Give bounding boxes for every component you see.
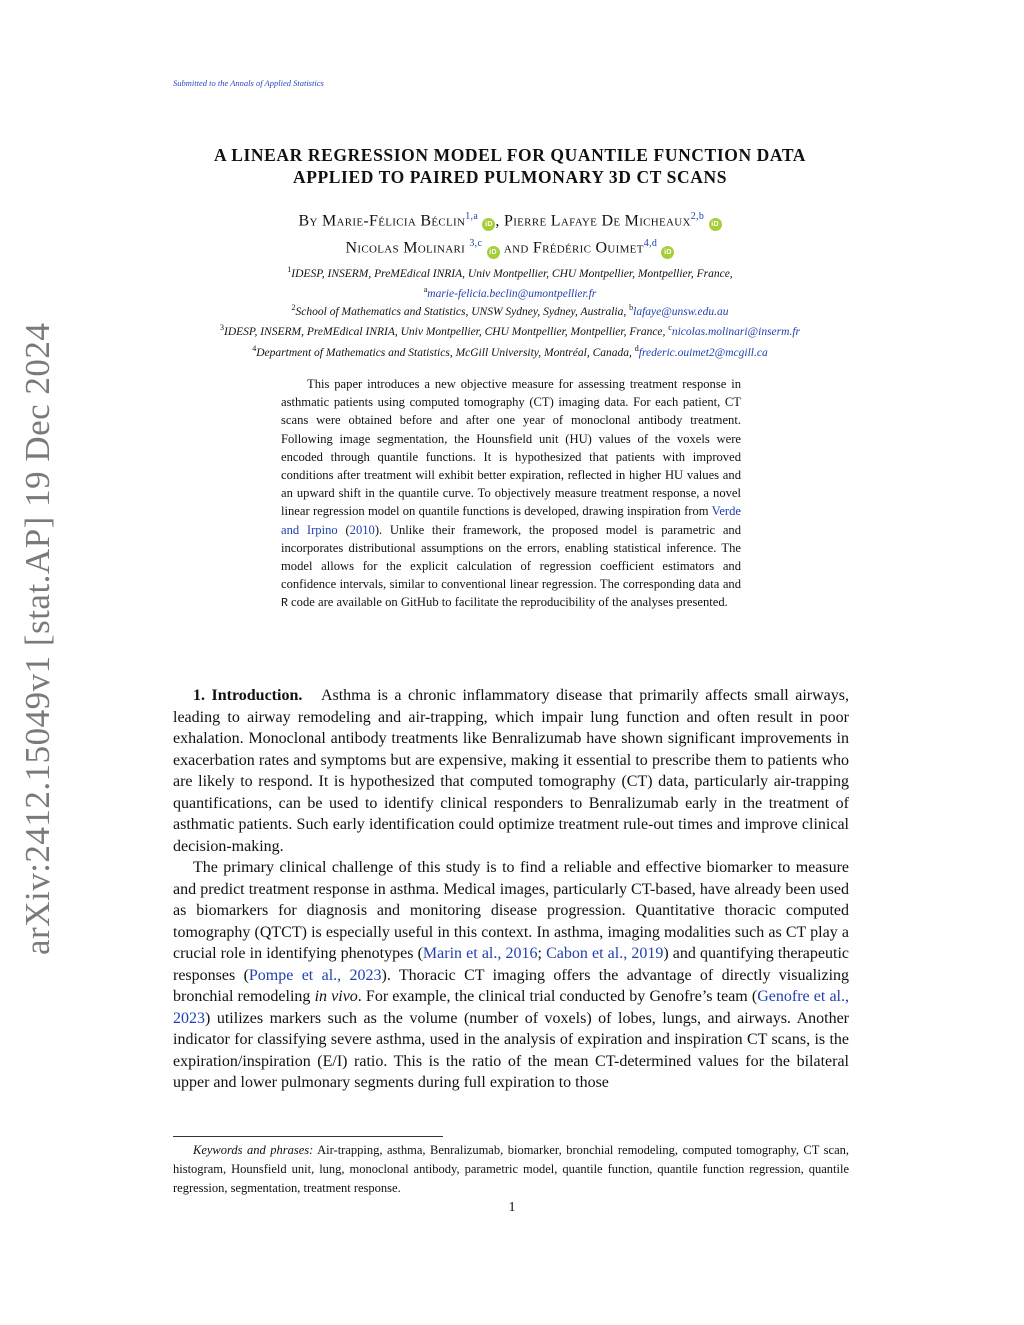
citation-link[interactable]: Genofre et al., 2023	[173, 988, 849, 1027]
affiliation-text: School of Mathematics and Statistics, UNSW Sydney, Sydney, Australia,	[295, 305, 630, 318]
citation-link[interactable]: Cabon et al., 2019	[546, 945, 664, 962]
citation-link[interactable]: Marin et al., 2016	[422, 945, 538, 962]
author-separator: ,	[495, 212, 504, 230]
author-lafaye: Pierre Lafaye De Micheaux	[504, 212, 691, 230]
affiliation-4	[160, 341, 860, 361]
paragraph-text: ) and quantifying therapeutic responses (	[173, 945, 849, 984]
paragraph-text: Asthma is a chronic inflammatory disease that primarily affects small airways, leading to airway remodeling and air-trapping, which impair lung function and often result in poor exhalation. Monoclonal antibody treatments like Benralizumab have shown significant improvements in exacerbation rates and symptoms but are expensive, making it essential to prescribe them to patients who are likely to respond. It is hypothesized that computed tomography (CT) data, particularly air-trapping quantifications, can be used to identify clinical responders to Benralizumab early in the treatment of asthmatic patients. Such early identification could optimize treatment rule-out times and improve clinical decision-making.	[173, 687, 850, 855]
footnote-divider	[173, 1136, 443, 1137]
affiliation-text: Department of Mathematics and Statistics, McGill University, Montréal, Canada,	[256, 346, 635, 359]
orcid-icon[interactable]: iD	[661, 246, 674, 259]
author-beclin-sup[interactable]: 1,a	[465, 211, 479, 222]
author-ouimet: Frédéric Ouimet	[532, 239, 644, 257]
paragraph-text: ). Thoracic CT imaging offers the advantage of directly visualizing bronchial remodeling	[173, 966, 850, 1005]
email-link[interactable]: lafaye@unsw.edu.au	[633, 305, 729, 318]
affiliation-text: IDESP, INSERM, PreMEdical INRIA, Univ Montpellier, CHU Montpellier, Montpellier, France,	[291, 267, 733, 280]
intro-paragraph-1	[173, 685, 849, 857]
orcid-icon[interactable]: iD	[709, 218, 722, 231]
section-number: 1.	[193, 687, 205, 704]
abstract-text: This paper introduces a new objective measure for assessing treatment response in asthmatic patients using computed tomography (CT) imaging data. For each patient, CT scans were obtained before and after one year of monoclonal antibody treatment. Following image segmentation, the Hounsfield unit (HU) values of the voxels were encoded through quantile functions. It is hypothesized that patients with improved conditions after treatment will exhibit better expiration, reflected in higher HU values and an upward shift in the quantile curve. To objectively measure treatment response, a novel linear regression model on quantile functions is developed, drawing inspiration from Verde and Irpino (2010). Unlike their framework, the proposed model is parametric and incorporates distributional assumptions on the errors, enabling statistical inference. The model allows for the explicit calculation of regression coefficient estimators and confidence intervals, similar to conventional linear regression. The corresponding data and R code are available on GitHub to facilitate the reproducibility of the analyses presented.	[281, 377, 742, 611]
email-link[interactable]: marie-felicia.beclin@umontpellier.fr	[427, 287, 597, 300]
section-heading: Introduction.	[211, 687, 303, 704]
author-line-1	[160, 205, 860, 232]
introduction-section	[173, 685, 849, 1094]
email-link[interactable]: frederic.ouimet2@mcgill.ca	[638, 346, 768, 359]
code-r: R	[281, 597, 288, 611]
abstract-part: . Unlike their framework, the proposed model is parametric and incorporates distributional assumptions on the errors, enabling statistical inference. The model allows for the explicit calculation of regression coefficient estimators and confidence intervals, similar to conventional linear regression. The corresponding data and	[281, 522, 742, 592]
title-line-2: APPLIED TO PAIRED PULMONARY 3D CT SCANS	[292, 167, 728, 187]
citation-year-link[interactable]: 2010	[349, 522, 375, 537]
affiliation-number: 4	[252, 344, 257, 353]
citation-link[interactable]: Pompe et al., 2023	[248, 966, 382, 984]
affiliation-2	[160, 300, 860, 320]
email-letter: c	[668, 323, 672, 332]
orcid-icon[interactable]: iD	[482, 218, 495, 231]
orcid-icon[interactable]: iD	[487, 246, 500, 259]
and-label: and	[499, 239, 533, 257]
journal-header[interactable]: Submitted to the Annals of Applied Statistics	[173, 78, 324, 88]
affiliation-number: 3	[220, 323, 225, 332]
in-vivo: in vivo	[314, 988, 358, 1005]
email-letter: b	[629, 303, 634, 312]
title-line-1: A LINEAR REGRESSION MODEL FOR QUANTILE FUNCTION DATA	[213, 145, 807, 165]
email-link[interactable]: nicolas.molinari@inserm.fr	[671, 325, 800, 338]
email-letter: d	[634, 344, 639, 353]
affiliation-3	[140, 320, 880, 340]
paragraph-text: ) utilizes markers such as the volume (number of voxels) of lobes, lungs, and airways. Another indicator for classifying severe asthma, used in the analysis of expiration and inspiration CT scans, is the expiration/inspiration (E/I) ratio. This is the ratio of the mean CT-determined values for the bilateral upper and lower pulmonary segments during full expiration to those	[173, 1009, 849, 1091]
keywords-label: Keywords and phrases:	[193, 1143, 314, 1157]
affiliation-1	[160, 262, 860, 302]
paragraph-text: . For example, the clinical trial conducted by Genofre’s team (	[357, 988, 758, 1005]
intro-paragraph-2	[173, 857, 849, 1094]
author-molinari-sup[interactable]: 3,c	[469, 238, 483, 250]
by-label: By	[298, 212, 323, 230]
paragraph-text: The primary clinical challenge of this study is to find a reliable and effective biomarker to measure and predict treatment response in asthma. Medical images, particularly CT-based, have already been used as biomarkers for diagnosis and monitoring disease progression. Quantitative thoracic computed tomography (QTCT) is especially useful in this context. In asthma, imaging modalities such as CT play a crucial role in identifying phenotypes (	[173, 859, 849, 962]
author-list	[160, 205, 860, 260]
paper-title	[160, 144, 860, 188]
affiliation-text: IDESP, INSERM, PreMEdical INRIA, Univ Montpellier, CHU Montpellier, Montpellier, France,	[224, 325, 669, 338]
keywords-list: Air-trapping, asthma, Benralizumab, biomarker, bronchial remodeling, computed tomography, CT scan, histogram, Hounsfield unit, lung, monoclonal antibody, parametric model, quantile function, quantile function regression, quantile regression, segmentation, treatment response.	[173, 1143, 850, 1195]
author-ouimet-sup[interactable]: 4,d	[643, 238, 658, 250]
citation-link[interactable]: Verde and Irpino	[281, 504, 741, 537]
abstract-part: code are available on GitHub to facilitate the reproducibility of the analyses presented.	[287, 595, 728, 610]
author-line-2	[160, 232, 860, 259]
abstract-part: This paper introduces a new objective measure for assessing treatment response in asthmatic patients using computed tomography (CT) imaging data. For each patient, CT scans were obtained before and after one year of monoclonal antibody treatment. Following image segmentation, the Hounsfield unit (HU) values of the voxels were encoded through quantile functions. It is hypothesized that patients with improved conditions after treatment will exhibit better expiration, reflected in higher HU values and an upward shift in the quantile curve. To objectively measure treatment response, a novel linear regression model on quantile functions is developed, drawing inspiration from	[281, 377, 741, 519]
abstract	[281, 375, 741, 614]
author-lafaye-sup[interactable]: 2,b	[690, 211, 705, 222]
arxiv-stamp[interactable]: arXiv:2412.15049v1 [stat.AP] 19 Dec 2024	[18, 322, 57, 955]
paragraph-text: ;	[537, 945, 547, 962]
keywords-text	[173, 1141, 849, 1198]
email-letter: a	[423, 284, 428, 294]
keywords-footnote	[173, 1141, 849, 1198]
author-beclin: Marie-Félicia Béclin	[322, 212, 466, 230]
affiliation-number: 1	[287, 265, 292, 274]
affiliation-number: 2	[291, 303, 296, 312]
page-number: 1	[508, 1200, 516, 1215]
author-molinari: Nicolas Molinari	[345, 239, 470, 257]
